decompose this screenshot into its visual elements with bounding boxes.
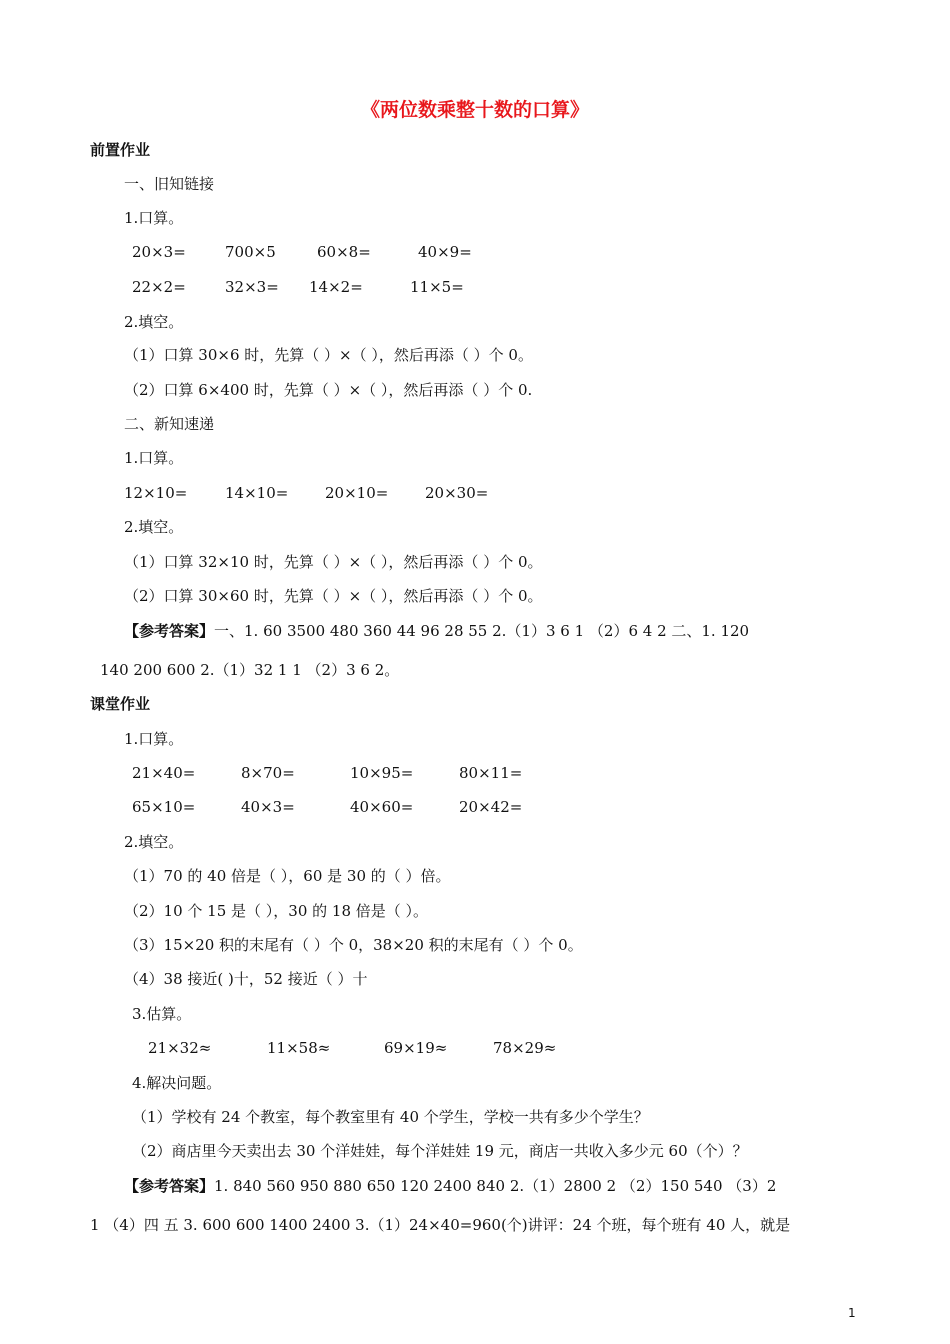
- calc-item: 22×2=: [132, 278, 186, 296]
- answer-key: [124, 621, 749, 641]
- calc-item: 10×95=: [350, 764, 414, 782]
- fill-blank-item: （3）15×20 积的末尾有（ ）个 0，38×20 积的末尾有（ ）个 0。: [124, 936, 583, 954]
- fill-blank-item: （2）口算 30×60 时，先算（ ）×（ ），然后再添（ ）个 0。: [124, 587, 543, 605]
- calc-item: 12×10=: [124, 484, 188, 502]
- calc-item: 40×9=: [418, 243, 472, 261]
- question-label: 1.口算。: [124, 730, 184, 748]
- calc-item: 80×11=: [459, 764, 523, 782]
- word-problem: （2）商店里今天卖出去 30 个洋娃娃，每个洋娃娃 19 元，商店一共收入多少元 60（个）？: [132, 1142, 748, 1160]
- question-label: 4.解决问题。: [132, 1074, 222, 1092]
- fill-blank-item: （4）38 接近( )十，52 接近（ ）十: [124, 970, 368, 988]
- answer-text: 一、1. 60 3500 480 360 44 96 28 55 2.（1）3 6 1 （2）6 4 2 二、1. 120: [214, 622, 750, 640]
- section-heading-pre: 前置作业: [90, 141, 151, 159]
- calc-item: 20×3=: [132, 243, 186, 261]
- answer-tag: 【参考答案】: [124, 622, 215, 640]
- fill-blank-item: （1）口算 30×6 时，先算（ ）×（ ），然后再添（ ）个 0。: [124, 346, 533, 364]
- calc-item: 8×70=: [241, 764, 295, 782]
- calc-item: 60×8=: [317, 243, 371, 261]
- calc-item: 14×2=: [309, 278, 363, 296]
- document-title: 《两位数乘整十数的口算》: [360, 99, 589, 121]
- part-heading-old-knowledge: 一、旧知链接: [124, 175, 215, 193]
- question-label: 2.填空。: [124, 833, 184, 851]
- answer-continuation: 140 200 600 2.（1）32 1 1 （2）3 6 2。: [100, 661, 400, 679]
- calc-item: 21×40=: [132, 764, 196, 782]
- calc-item: 11×5=: [410, 278, 464, 296]
- page-number: 1: [848, 1306, 856, 1320]
- answer-continuation: 1 （4）四 五 3. 600 600 1400 2400 3.（1）24×40=960(个)讲评：24 个班，每个班有 40 人，就是: [90, 1216, 791, 1234]
- fill-blank-item: （1）口算 32×10 时，先算（ ）×（ ），然后再添（ ）个 0。: [124, 553, 543, 571]
- answer-text: 1. 840 560 950 880 650 120 2400 840 2.（1）2800 2 （2）150 540 （3）2: [214, 1177, 777, 1195]
- answer-tag: 【参考答案】: [124, 1177, 215, 1195]
- estimate-item: 21×32≈: [148, 1039, 212, 1057]
- part-heading-new-knowledge: 二、新知速递: [124, 415, 215, 433]
- calc-item: 20×10=: [325, 484, 389, 502]
- question-label: 2.填空。: [124, 518, 184, 536]
- calc-item: 40×60=: [350, 798, 414, 816]
- calc-item: 65×10=: [132, 798, 196, 816]
- estimate-item: 78×29≈: [493, 1039, 557, 1057]
- question-label: 1.口算。: [124, 449, 184, 467]
- question-label: 1.口算。: [124, 209, 184, 227]
- calc-item: 20×42=: [459, 798, 523, 816]
- fill-blank-item: （2）口算 6×400 时，先算（ ）×（ ），然后再添（ ）个 0.: [124, 381, 533, 399]
- calc-item: 32×3=: [225, 278, 279, 296]
- estimate-item: 11×58≈: [267, 1039, 331, 1057]
- fill-blank-item: （1）70 的 40 倍是（ ），60 是 30 的（ ）倍。: [124, 867, 451, 885]
- word-problem: （1）学校有 24 个教室，每个教室里有 40 个学生，学校一共有多少个学生？: [132, 1108, 649, 1126]
- calc-item: 40×3=: [241, 798, 295, 816]
- estimate-item: 69×19≈: [384, 1039, 448, 1057]
- fill-blank-item: （2）10 个 15 是（ ），30 的 18 倍是（ ）。: [124, 902, 429, 920]
- question-label: 2.填空。: [124, 313, 184, 331]
- question-label: 3.估算。: [132, 1005, 192, 1023]
- calc-item: 14×10=: [225, 484, 289, 502]
- answer-key: [124, 1176, 776, 1196]
- calc-item: 700×5: [225, 243, 276, 261]
- calc-item: 20×30=: [425, 484, 489, 502]
- section-heading-class: 课堂作业: [90, 695, 151, 713]
